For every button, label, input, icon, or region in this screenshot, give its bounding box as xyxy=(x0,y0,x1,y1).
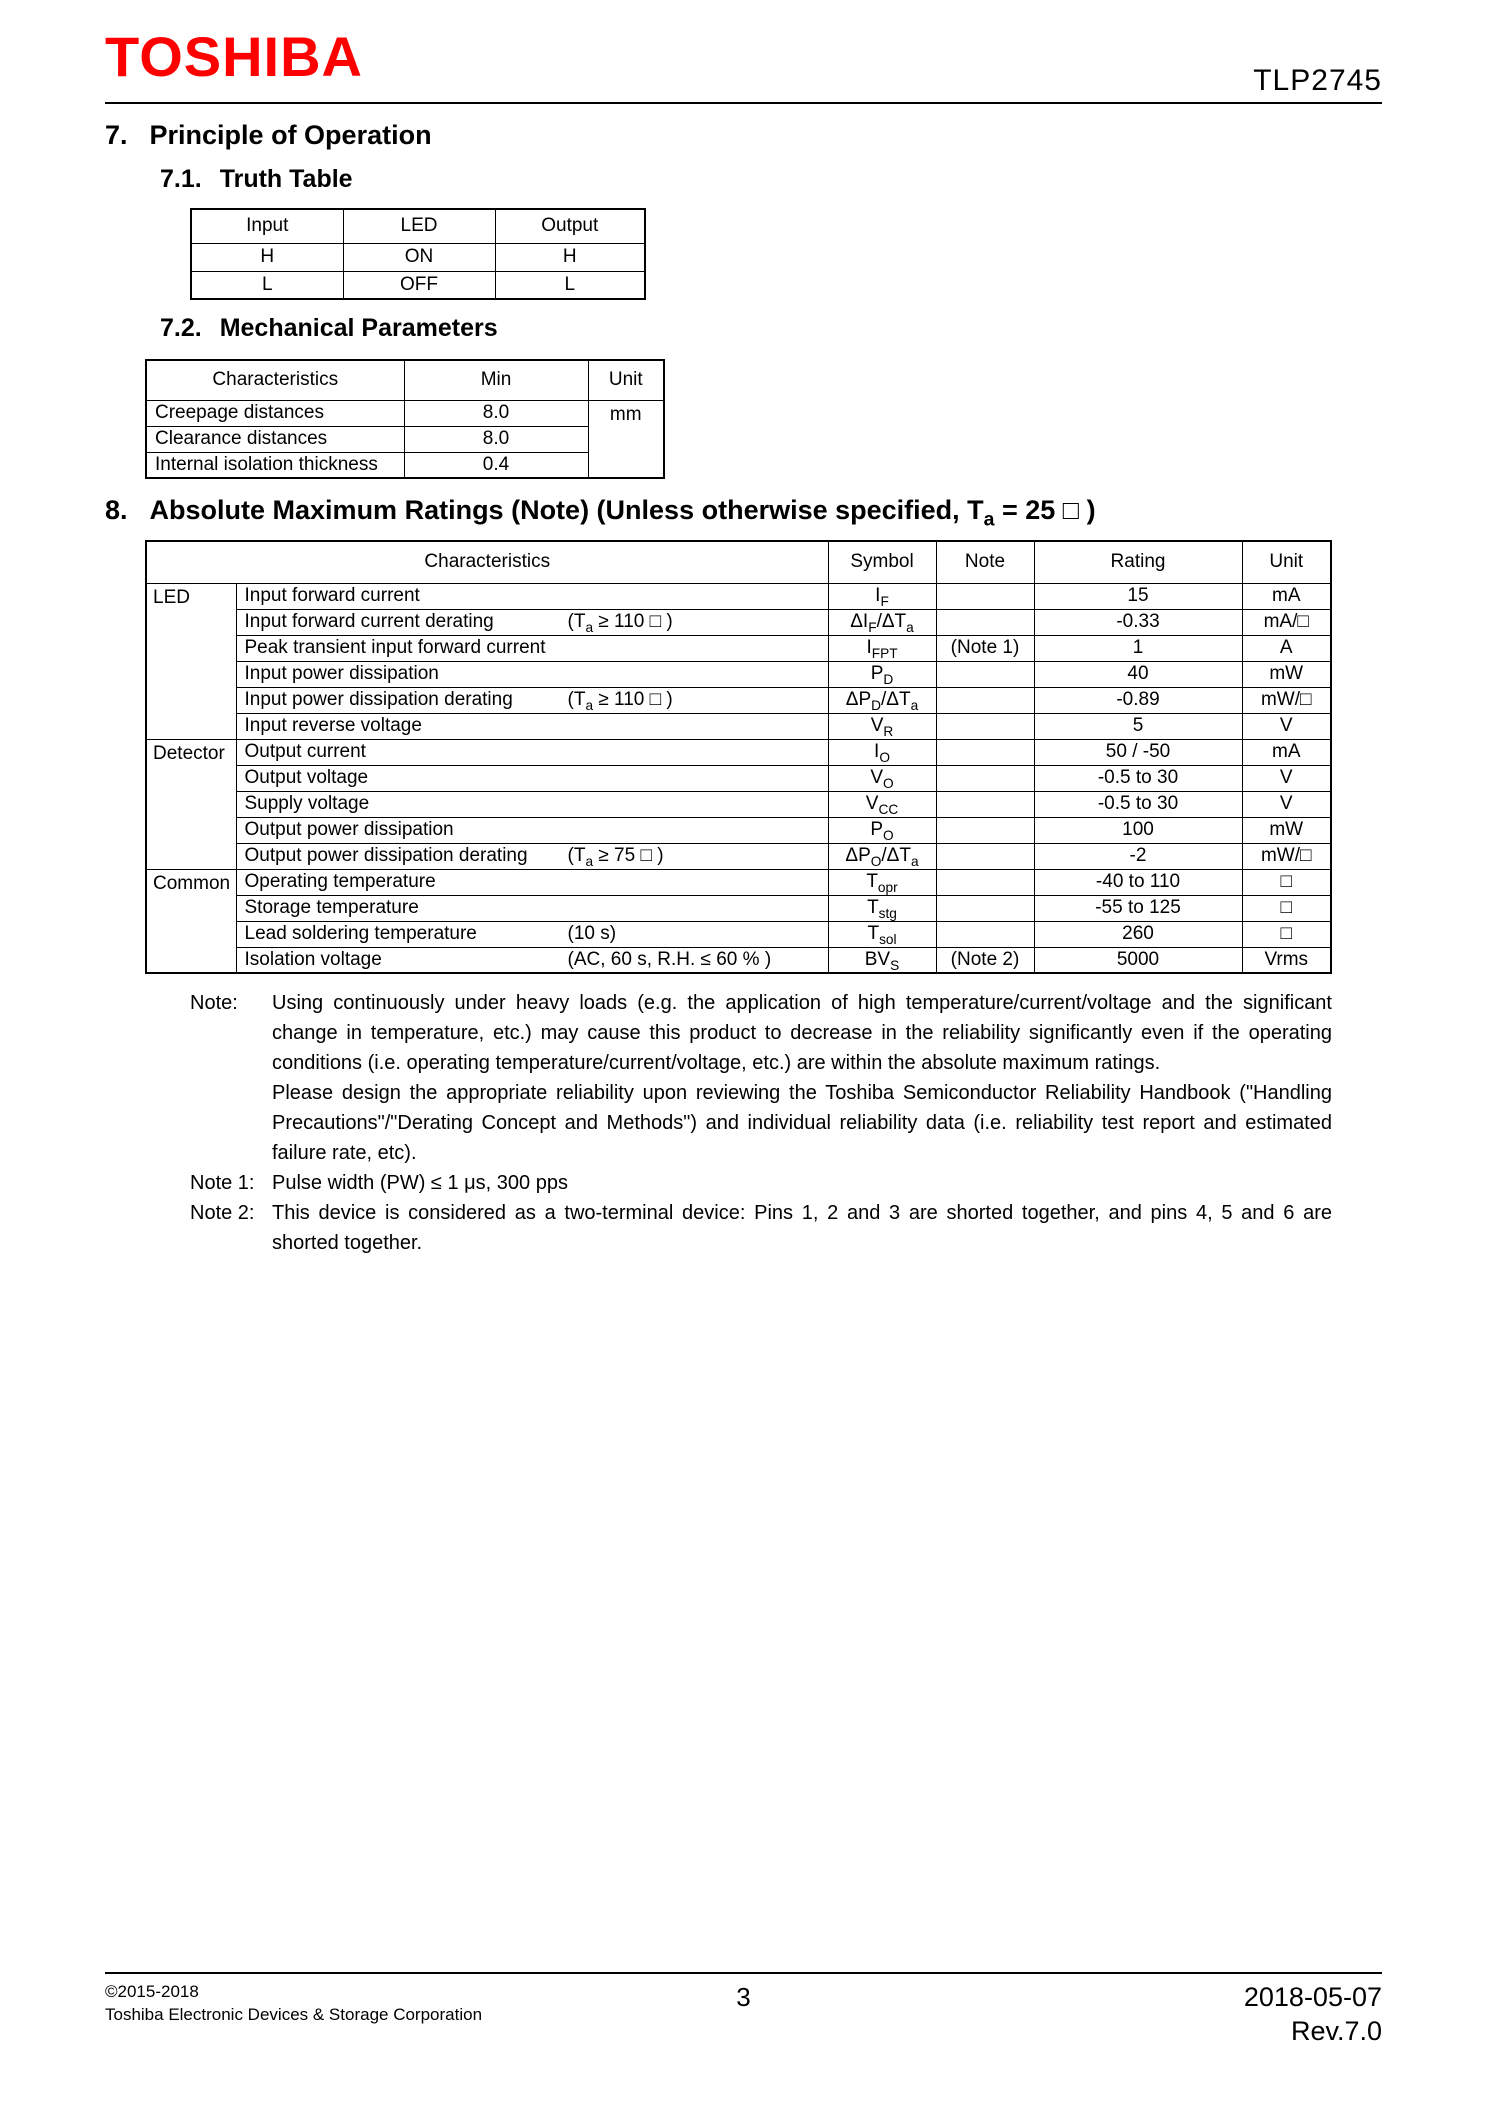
ratings-rating-cell: 15 xyxy=(1034,583,1242,609)
ratings-unit-cell: mW/□ xyxy=(1242,843,1331,869)
ratings-note-cell xyxy=(936,713,1034,739)
page-footer xyxy=(105,1972,1382,2048)
mech-table-head-row xyxy=(146,360,664,400)
section-7-1-heading xyxy=(160,165,1382,194)
mech-min-cell: 0.4 xyxy=(404,452,588,478)
truth-table-header-cell: Input xyxy=(191,209,343,243)
ratings-header-unit: Unit xyxy=(1242,541,1331,583)
footer-revision-block xyxy=(751,1980,1382,2048)
truth-table-cell: ON xyxy=(343,243,495,271)
ratings-rating-cell: -40 to 110 xyxy=(1034,869,1242,895)
ratings-note-cell xyxy=(936,765,1034,791)
ratings-condition: ($T_a \ge 110$ □ ) xyxy=(567,689,673,713)
ratings-note-cell xyxy=(936,817,1034,843)
ratings-table-row xyxy=(146,921,1331,947)
ratings-table-head-row xyxy=(146,541,1331,583)
section-8-heading xyxy=(105,495,1382,531)
ratings-symbol-cell: $T_{opr}$ xyxy=(828,869,936,895)
note-2-label: Note 2: xyxy=(190,1202,255,1224)
ratings-table-body xyxy=(146,583,1331,973)
ratings-condition: ($T_a \ge 75$ □ ) xyxy=(567,845,664,869)
ratings-table-row xyxy=(146,895,1331,921)
ratings-rating-cell: 40 xyxy=(1034,661,1242,687)
mech-min-cell: 8.0 xyxy=(404,426,588,452)
absolute-maximum-ratings-table xyxy=(145,540,1332,974)
ratings-characteristic-cell: Peak transient input forward current xyxy=(236,635,828,661)
section-7-1-title: Truth Table xyxy=(219,165,353,193)
ratings-characteristic-cell: Input reverse voltage xyxy=(236,713,828,739)
ratings-rating-cell: 5000 xyxy=(1034,947,1242,973)
ratings-unit-cell: □ xyxy=(1242,869,1331,895)
ratings-rating-cell: -0.5 to 30 xyxy=(1034,791,1242,817)
mech-table-body xyxy=(146,400,664,478)
ratings-characteristic-cell: ($T_a \ge 110$ □ ) Input power dissipation derating xyxy=(236,687,828,713)
ratings-header-rating: Rating xyxy=(1034,541,1242,583)
ratings-note-cell: (Note 2) xyxy=(936,947,1034,973)
ratings-symbol-cell: $P_O$ xyxy=(828,817,936,843)
ratings-unit-cell: □ xyxy=(1242,895,1331,921)
truth-table-row xyxy=(191,271,645,299)
ratings-characteristic-cell: Supply voltage xyxy=(236,791,828,817)
ratings-condition: (10 s) xyxy=(567,923,617,944)
ratings-group-label: Common xyxy=(146,869,236,973)
general-note xyxy=(190,988,1332,1168)
ratings-symbol-cell: $T_{stg}$ xyxy=(828,895,936,921)
mech-characteristic-cell: Internal isolation thickness xyxy=(146,452,404,478)
footer-company: Toshiba Electronic Devices & Storage Corporation xyxy=(105,2005,483,2024)
ratings-rating-cell: 1 xyxy=(1034,635,1242,661)
ratings-table-row xyxy=(146,765,1331,791)
section-7-1-number: 7.1. xyxy=(160,165,202,193)
section-7-heading xyxy=(105,120,1382,151)
ratings-table-row xyxy=(146,869,1331,895)
ratings-table-row xyxy=(146,817,1331,843)
truth-table xyxy=(190,208,646,300)
note-paragraph: Using continuously under heavy loads (e.g. the application of high temperature/current/voltage and the significant change in temperature, etc.) may cause this product to decrease in the reliability significantly even if the operating conditions (i.e. operating temperature/current/voltage, etc.) are within the absolute maximum ratings. xyxy=(272,992,1332,1074)
mech-table-row xyxy=(146,400,664,426)
mech-characteristic-cell: Clearance distances xyxy=(146,426,404,452)
ratings-table-row xyxy=(146,739,1331,765)
ratings-group-label: Detector xyxy=(146,739,236,869)
mech-table-row xyxy=(146,452,664,478)
ratings-note-cell xyxy=(936,791,1034,817)
ratings-characteristic-cell: ($T_a \ge 110$ □ ) Input forward current derating xyxy=(236,609,828,635)
ratings-symbol-cell: $T_{sol}$ xyxy=(828,921,936,947)
truth-table-row xyxy=(191,243,645,271)
ratings-unit-cell: A xyxy=(1242,635,1331,661)
ratings-unit-cell: □ xyxy=(1242,921,1331,947)
ratings-characteristic-cell: Input forward current xyxy=(236,583,828,609)
ratings-symbol-cell: $BV_S$ xyxy=(828,947,936,973)
ratings-characteristic-cell: Input power dissipation xyxy=(236,661,828,687)
ratings-condition: (AC, 60 s, R.H. ≤ 60 % ) xyxy=(567,948,772,970)
ratings-table-row xyxy=(146,609,1331,635)
ratings-table-row xyxy=(146,635,1331,661)
ratings-unit-cell: mA xyxy=(1242,739,1331,765)
ratings-rating-cell: -55 to 125 xyxy=(1034,895,1242,921)
truth-table-header-cell: LED xyxy=(343,209,495,243)
ratings-table-row xyxy=(146,947,1331,973)
ratings-symbol-cell: $V_O$ xyxy=(828,765,936,791)
footer-copyright-block xyxy=(105,1980,736,2026)
ratings-symbol-cell: $V_{CC}$ xyxy=(828,791,936,817)
ratings-unit-cell: Vrms xyxy=(1242,947,1331,973)
ratings-header-symbol: Symbol xyxy=(828,541,936,583)
ratings-symbol-cell: $\Delta P_O/\Delta T_a$ xyxy=(828,843,936,869)
ratings-symbol-cell: $I_F$ xyxy=(828,583,936,609)
ratings-condition: ($T_a \ge 110$ □ ) xyxy=(567,611,673,635)
ratings-characteristic-cell: (AC, 60 s, R.H. ≤ 60 % ) Isolation voltage xyxy=(236,947,828,973)
ratings-rating-cell: 5 xyxy=(1034,713,1242,739)
truth-table-cell: L xyxy=(495,271,645,299)
note-label: Note: xyxy=(190,992,238,1014)
ratings-rating-cell: -2 xyxy=(1034,843,1242,869)
section-7-2-number: 7.2. xyxy=(160,314,202,342)
ratings-symbol-cell: $P_D$ xyxy=(828,661,936,687)
ratings-characteristic-cell: Output power dissipation xyxy=(236,817,828,843)
ratings-note-cell xyxy=(936,739,1034,765)
section-7-2-title: Mechanical Parameters xyxy=(219,314,498,342)
footer-revision: Rev.7.0 xyxy=(1290,2016,1382,2046)
ratings-note-cell xyxy=(936,869,1034,895)
note-2-text: This device is considered as a two-terminal device: Pins 1, 2 and 3 are shorted together, and pins 4, 5 and 6 are shorted together. xyxy=(272,1202,1332,1254)
ratings-unit-cell: V xyxy=(1242,791,1331,817)
truth-table-cell: H xyxy=(191,243,343,271)
footer-copyright: ©2015-2018 xyxy=(105,1982,199,2001)
ratings-note-cell xyxy=(936,895,1034,921)
ratings-symbol-cell: $\Delta I_F/\Delta T_a$ xyxy=(828,609,936,635)
ratings-rating-cell: 50 / -50 xyxy=(1034,739,1242,765)
mech-table-header-cell: Characteristics xyxy=(146,360,404,400)
ratings-table-row xyxy=(146,687,1331,713)
truth-table-head-row xyxy=(191,209,645,243)
truth-table-cell: H xyxy=(495,243,645,271)
section-7-title: Principle of Operation xyxy=(149,120,432,150)
ratings-symbol-cell: $\Delta P_D/\Delta T_a$ xyxy=(828,687,936,713)
ratings-note-cell xyxy=(936,661,1034,687)
ratings-characteristic-cell: ($T_a \ge 75$ □ ) Output power dissipation derating xyxy=(236,843,828,869)
ratings-rating-cell: 260 xyxy=(1034,921,1242,947)
footer-page-number: 3 xyxy=(736,1982,751,2012)
toshiba-logo: TOSHIBA xyxy=(105,25,363,88)
ratings-note-cell xyxy=(936,609,1034,635)
note-paragraph: Please design the appropriate reliability upon reviewing the Toshiba Semiconductor Reliability Handbook ("Handling Precautions"/"Derating Concept and Methods") and individual reliability data (i.e. reliability test report and estimated failure rate, etc). xyxy=(272,1082,1332,1164)
truth-table-cell: OFF xyxy=(343,271,495,299)
ratings-note-cell xyxy=(936,843,1034,869)
ratings-rating-cell: -0.33 xyxy=(1034,609,1242,635)
ratings-symbol-cell: $I_{FPT}$ xyxy=(828,635,936,661)
ratings-unit-cell: V xyxy=(1242,713,1331,739)
mech-min-cell: 8.0 xyxy=(404,400,588,426)
mechanical-parameters-table xyxy=(145,359,665,479)
ratings-symbol-cell: $V_R$ xyxy=(828,713,936,739)
note-1 xyxy=(190,1168,1332,1198)
ratings-table-row xyxy=(146,661,1331,687)
truth-table-cell: L xyxy=(191,271,343,299)
section-8-number: 8. xyxy=(105,495,128,525)
note-1-label: Note 1: xyxy=(190,1172,255,1194)
note-1-text: Pulse width (PW) ≤ 1 μs, 300 pps xyxy=(272,1172,568,1194)
ratings-note-cell xyxy=(936,687,1034,713)
section-7-2-heading xyxy=(160,314,1382,343)
ratings-table-row xyxy=(146,713,1331,739)
ratings-characteristic-cell: Output current xyxy=(236,739,828,765)
section-8-title: Absolute Maximum Ratings (Note) (Unless otherwise specified, $T_a = 25$ □ ) xyxy=(149,495,1096,531)
mech-table-header-cell: Unit xyxy=(588,360,664,400)
ratings-unit-cell: V xyxy=(1242,765,1331,791)
ratings-header-characteristics: Characteristics xyxy=(146,541,828,583)
ratings-characteristic-cell: Operating temperature xyxy=(236,869,828,895)
ratings-table-row xyxy=(146,791,1331,817)
ratings-unit-cell: mW/□ xyxy=(1242,687,1331,713)
mech-unit-cell: mm xyxy=(588,400,664,478)
ratings-table-row xyxy=(146,843,1331,869)
ratings-note-cell xyxy=(936,583,1034,609)
mech-table-header-cell: Min xyxy=(404,360,588,400)
ratings-group-label: LED xyxy=(146,583,236,739)
footer-date: 2018-05-07 xyxy=(1243,1982,1382,2012)
ratings-unit-cell: mW xyxy=(1242,661,1331,687)
note-paragraphs xyxy=(272,988,1332,1168)
ratings-rating-cell: 100 xyxy=(1034,817,1242,843)
ratings-unit-cell: mA/□ xyxy=(1242,609,1331,635)
section-7-number: 7. xyxy=(105,120,128,150)
ratings-header-note: Note xyxy=(936,541,1034,583)
mech-characteristic-cell: Creepage distances xyxy=(146,400,404,426)
ratings-note-cell xyxy=(936,921,1034,947)
ratings-rating-cell: -0.89 xyxy=(1034,687,1242,713)
ratings-note-cell: (Note 1) xyxy=(936,635,1034,661)
part-number: TLP2745 xyxy=(1253,64,1382,97)
note-2 xyxy=(190,1198,1332,1258)
mech-table-row xyxy=(146,426,664,452)
ratings-rating-cell: -0.5 to 30 xyxy=(1034,765,1242,791)
notes-section xyxy=(190,988,1332,1258)
truth-table-header-cell: Output xyxy=(495,209,645,243)
masthead xyxy=(105,26,1382,104)
ratings-characteristic-cell: Output voltage xyxy=(236,765,828,791)
ratings-characteristic-cell: Storage temperature xyxy=(236,895,828,921)
ratings-characteristic-cell: (10 s) Lead soldering temperature xyxy=(236,921,828,947)
ratings-symbol-cell: $I_O$ xyxy=(828,739,936,765)
truth-table-body xyxy=(191,243,645,299)
ratings-table-row xyxy=(146,583,1331,609)
ratings-unit-cell: mA xyxy=(1242,583,1331,609)
ratings-unit-cell: mW xyxy=(1242,817,1331,843)
